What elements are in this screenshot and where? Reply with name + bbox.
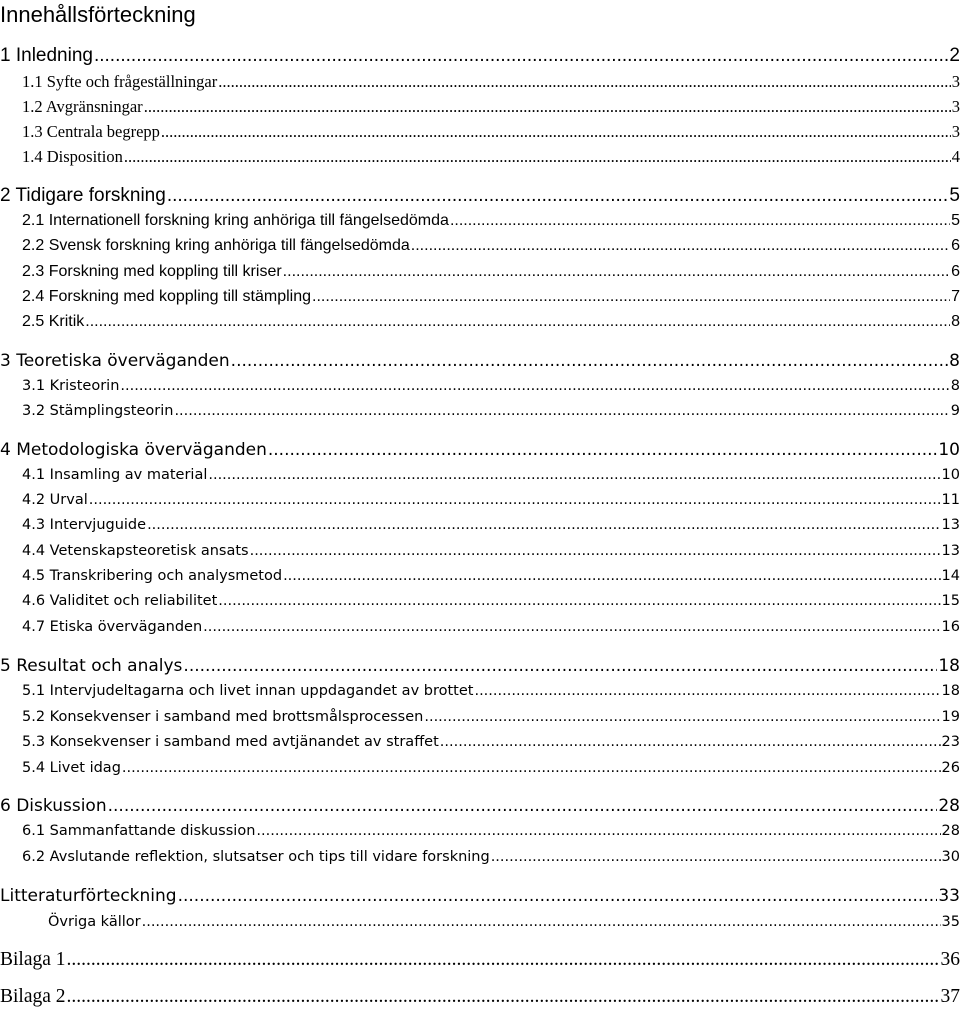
toc-entry-label: 4.6 Validitet och reliabilitet — [22, 593, 218, 609]
toc-entry[interactable] — [0, 375, 960, 397]
toc-leader-dots — [203, 616, 940, 638]
toc-entry[interactable] — [0, 489, 960, 511]
toc-entry-page: 13 — [941, 517, 960, 533]
toc-leader-dots — [142, 911, 941, 933]
toc-entry-label: 5.2 Konsekvenser i samband med brottsmålsprocessen — [22, 709, 424, 725]
toc-entry-page: 30 — [941, 849, 960, 865]
toc-entry-page: 5 — [951, 212, 960, 229]
toc-entry-page: 3 — [951, 97, 960, 116]
toc-entry-label: 2.1 Internationell forskning kring anhöriga till fängelsedömda — [22, 212, 449, 229]
toc-entry-page: 28 — [938, 796, 960, 816]
toc-entry[interactable] — [0, 911, 960, 933]
toc-leader-dots — [250, 540, 941, 562]
toc-entry-page: 28 — [941, 823, 960, 839]
toc-entry[interactable] — [0, 514, 960, 536]
toc-entry-label: 2.5 Kritik — [22, 313, 85, 330]
toc-entry-page: 14 — [941, 568, 960, 584]
toc-title: Innehållsförteckning — [0, 2, 196, 27]
toc-entry[interactable] — [0, 757, 960, 779]
toc-entry-page: 35 — [941, 914, 960, 930]
toc-entry-label: 6.1 Sammanfattande diskussion — [22, 823, 256, 839]
toc-entry-label: 4.7 Etiska överväganden — [22, 619, 203, 635]
toc-entry[interactable] — [0, 565, 960, 587]
toc-entry-page: 19 — [941, 709, 960, 725]
toc-leader-dots — [167, 184, 949, 208]
toc-entry-page: 18 — [938, 656, 960, 676]
toc-entry-label: Övriga källor — [48, 914, 141, 930]
toc-leader-dots — [85, 311, 950, 333]
toc-entry-label: 4.3 Intervjuguide — [22, 517, 147, 533]
toc-leader-dots — [120, 375, 949, 397]
toc-entry-page: 23 — [941, 734, 960, 750]
toc-leader-dots — [108, 794, 938, 818]
toc-entry-page: 15 — [941, 593, 960, 609]
toc-leader-dots — [312, 286, 950, 308]
toc-entry-label: 2.4 Forskning med koppling till stämpling — [22, 288, 312, 305]
toc-entry-label: 4.1 Insamling av material — [22, 467, 208, 483]
toc-entry-label: 3 Teoretiska överväganden — [0, 351, 230, 371]
toc-leader-dots — [283, 565, 940, 587]
toc-entry-page: 5 — [949, 185, 960, 206]
toc-entry-label: 4.4 Vetenskapsteoretisk ansats — [22, 543, 249, 559]
toc-entry-page: 3 — [951, 72, 960, 91]
toc-entry[interactable] — [0, 311, 960, 333]
toc-entry[interactable] — [0, 616, 960, 638]
toc-entry[interactable] — [0, 400, 960, 422]
toc-entry[interactable] — [0, 820, 960, 842]
toc-leader-dots — [283, 261, 950, 283]
toc-entry-page: 8 — [949, 351, 960, 371]
toc-entry[interactable] — [0, 261, 960, 283]
toc-leader-dots — [178, 884, 938, 908]
toc-entry[interactable] — [0, 884, 960, 908]
toc-entry-label: 1.2 Avgränsningar — [22, 97, 143, 116]
toc-entry-label: 5 Resultat och analys — [0, 656, 183, 676]
toc-entry-label: 5.1 Intervjudeltagarna och livet innan uppdagandet av brottet — [22, 683, 474, 699]
toc-entry-page: 10 — [941, 467, 960, 483]
toc-entry-page: 3 — [951, 122, 960, 141]
toc-entry[interactable] — [0, 794, 960, 818]
toc-entry-page: 8 — [951, 313, 960, 330]
toc-entry-label: 2.3 Forskning med koppling till kriser — [22, 263, 282, 280]
toc-entry-label: 5.4 Livet idag — [22, 760, 121, 776]
toc-entry[interactable] — [0, 121, 960, 143]
toc-leader-dots — [94, 44, 948, 68]
toc-leader-dots — [218, 71, 951, 93]
toc-leader-dots — [411, 235, 950, 257]
toc-entry[interactable] — [0, 680, 960, 702]
toc-entry-label: 2.2 Svensk forskning kring anhöriga till fängelsedömda — [22, 237, 410, 254]
toc-leader-dots — [491, 846, 941, 868]
toc-entry-label: Bilaga 1 — [0, 949, 66, 970]
toc-entry-page: 37 — [940, 986, 960, 1007]
toc-entry-label: 1.1 Syfte och frågeställningar — [22, 72, 218, 91]
toc-entry-page: 26 — [941, 760, 960, 776]
toc-entry[interactable] — [0, 948, 960, 972]
toc-entry[interactable] — [0, 210, 960, 232]
toc-leader-dots — [144, 96, 951, 118]
toc-leader-dots — [268, 438, 937, 462]
toc-entry[interactable] — [0, 71, 960, 93]
toc-entry-page: 36 — [940, 949, 960, 970]
toc-entry[interactable] — [0, 96, 960, 118]
toc-entry-page: 16 — [941, 619, 960, 635]
toc-entry-label: 2 Tidigare forskning — [0, 185, 166, 206]
toc-leader-dots — [122, 757, 941, 779]
toc-entry[interactable] — [0, 540, 960, 562]
toc-entry-label: 4.5 Transkribering och analysmetod — [22, 568, 283, 584]
toc-entry-page: 13 — [941, 543, 960, 559]
toc-leader-dots — [67, 985, 940, 1009]
toc-entry[interactable] — [0, 654, 960, 678]
toc-entry-label: 3.2 Stämplingsteorin — [22, 403, 174, 419]
toc-entry-label: Bilaga 2 — [0, 986, 66, 1007]
toc-leader-dots — [124, 146, 951, 168]
toc-entry[interactable] — [0, 438, 960, 462]
toc-entry-label: 4.2 Urval — [22, 492, 88, 508]
toc-leader-dots — [183, 654, 937, 678]
toc-entry-label: 6 Diskussion — [0, 796, 107, 816]
toc-leader-dots — [424, 706, 940, 728]
toc-entry[interactable] — [0, 184, 960, 208]
toc-entry-label: 1 Inledning — [0, 45, 93, 66]
toc-leader-dots — [440, 731, 941, 753]
toc-entry-page: 4 — [951, 147, 960, 166]
toc-leader-dots — [147, 514, 940, 536]
toc-entry-page: 2 — [949, 45, 960, 66]
toc-leader-dots — [218, 590, 940, 612]
toc-entry[interactable] — [0, 846, 960, 868]
toc-entry[interactable] — [0, 985, 960, 1009]
toc-leader-dots — [256, 820, 940, 842]
toc-entry[interactable] — [0, 286, 960, 308]
toc-entry-label: 1.4 Disposition — [22, 147, 123, 166]
toc-leader-dots — [450, 210, 950, 232]
toc-entry-label: 4 Metodologiska överväganden — [0, 440, 267, 460]
toc-entry-label: 5.3 Konsekvenser i samband med avtjänandet av straffet — [22, 734, 439, 750]
toc-leader-dots — [208, 464, 940, 486]
toc-entry-page: 18 — [941, 683, 960, 699]
toc-entry-page: 10 — [938, 440, 960, 460]
toc-leader-dots — [89, 489, 941, 511]
toc-entry-page: 6 — [951, 237, 960, 254]
toc-entry[interactable] — [0, 706, 960, 728]
toc-entry-page: 6 — [951, 263, 960, 280]
toc-entry-page: 33 — [938, 886, 960, 906]
toc-leader-dots — [161, 121, 951, 143]
toc-entry-page: 7 — [951, 288, 960, 305]
toc-leader-dots — [67, 948, 940, 972]
toc-entry[interactable] — [0, 590, 960, 612]
toc-entry[interactable] — [0, 146, 960, 168]
toc-entry-label: 6.2 Avslutande reflektion, slutsatser och tips till vidare forskning — [22, 849, 490, 865]
toc-entry[interactable] — [0, 464, 960, 486]
toc-leader-dots — [174, 400, 949, 422]
toc-entry-label: 3.1 Kristeorin — [22, 378, 120, 394]
toc-entry-page: 8 — [950, 378, 960, 394]
toc-entry[interactable] — [0, 44, 960, 68]
toc-entry-label: Litteraturförteckning — [0, 886, 177, 906]
toc-leader-dots — [231, 349, 949, 373]
toc-entry[interactable] — [0, 731, 960, 753]
toc-entry-page: 11 — [941, 492, 960, 508]
toc-entry[interactable] — [0, 349, 960, 373]
toc-entry[interactable] — [0, 235, 960, 257]
toc-entry-label: 1.3 Centrala begrepp — [22, 122, 160, 141]
toc-entry-page: 9 — [950, 403, 960, 419]
toc-leader-dots — [474, 680, 940, 702]
